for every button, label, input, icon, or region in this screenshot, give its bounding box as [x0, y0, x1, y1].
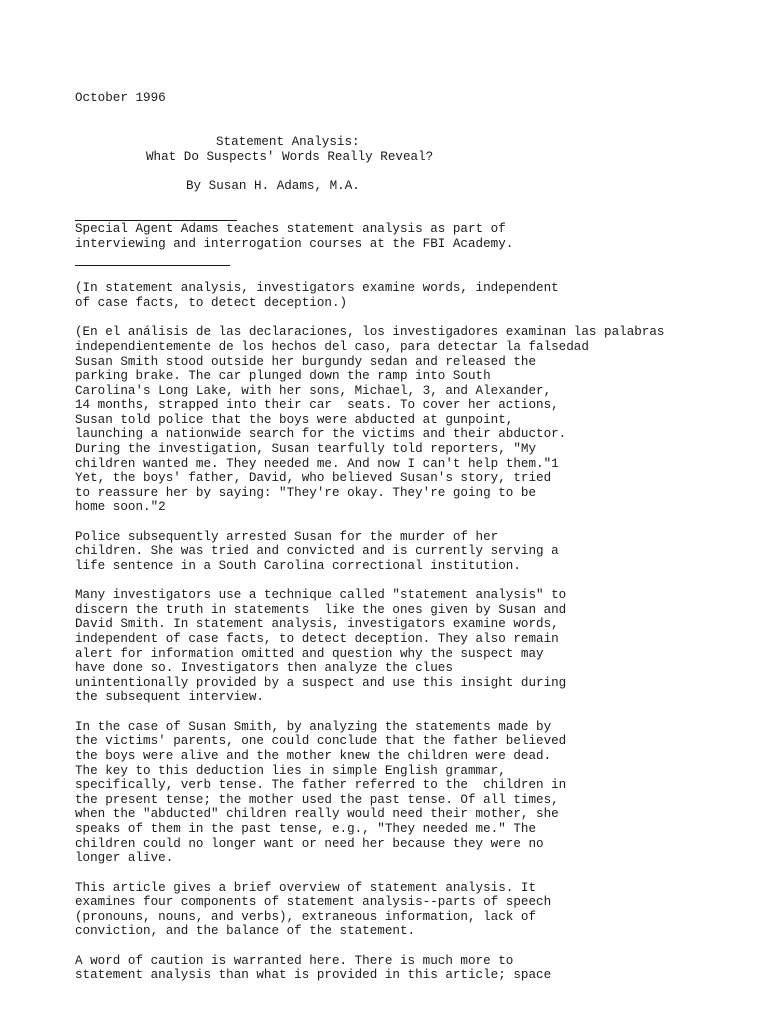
case-line: longer alive.: [75, 851, 174, 865]
case-line: when the "abducted" children really would need their mother, she: [75, 807, 559, 821]
caution-line: A word of caution is warranted here. There is much more to: [75, 954, 514, 968]
case-line: In the case of Susan Smith, by analyzing the statements made by: [75, 720, 552, 734]
case-line: speaks of them in the past tense, e.g., "They needed me." The: [75, 822, 537, 836]
many-line: unintentionally provided by a suspect and use this insight during: [75, 676, 567, 690]
many-line: have done so. Investigators then analyze the clues: [75, 661, 453, 675]
body-line: 14 months, strapped into their car seats. To cover her actions,: [75, 398, 559, 412]
case-line: the present tense; the mother used the past tense. Of all times,: [75, 793, 559, 807]
body-line: to reassure her by saying: "They're okay. They're going to be: [75, 486, 537, 500]
case-line: specifically, verb tense. The father referred to the children in: [75, 778, 567, 792]
case-line: the boys were alive and the mother knew the children were dead.: [75, 749, 552, 763]
case-line: the victims' parents, one could conclude that the father believed: [75, 734, 567, 748]
body-line: launching a nationwide search for the victims and their abductor.: [75, 427, 567, 441]
body-line: Yet, the boys' father, David, who believed Susan's story, tried: [75, 471, 552, 485]
police-line: children. She was tried and convicted and is currently serving a: [75, 544, 559, 558]
overview-line: This article gives a brief overview of statement analysis. It: [75, 881, 537, 895]
police-line: life sentence in a South Carolina correctional institution.: [75, 559, 521, 573]
author-note-line: Special Agent Adams teaches statement analysis as part of: [75, 222, 506, 236]
author-note-bottom-rule: [75, 265, 230, 266]
caution-line: statement analysis than what is provided in this article; space: [75, 968, 552, 982]
case-line: The key to this deduction lies in simple English grammar,: [75, 764, 506, 778]
title-line-2: What Do Suspects' Words Really Reveal?: [146, 150, 434, 164]
police-line: Police subsequently arrested Susan for the murder of her: [75, 530, 499, 544]
body-line: (En el análisis de las declaraciones, los investigadores examinan las palabras: [75, 325, 665, 339]
byline: By Susan H. Adams, M.A.: [186, 179, 360, 193]
many-line: Many investigators use a technique called "statement analysis" to: [75, 588, 567, 602]
overview-line: conviction, and the balance of the statement.: [75, 924, 416, 938]
many-line: discern the truth in statements like the ones given by Susan and: [75, 603, 567, 617]
title-line-1: Statement Analysis:: [216, 135, 360, 149]
body-line: Carolina's Long Lake, with her sons, Michael, 3, and Alexander,: [75, 384, 552, 398]
body-line: Susan told police that the boys were abducted at gunpoint,: [75, 413, 514, 427]
summary-line: of case facts, to detect deception.): [75, 296, 348, 310]
body-line: home soon."2: [75, 500, 166, 514]
author-note-top-rule: [75, 220, 237, 221]
author-note-line: interviewing and interrogation courses at the FBI Academy.: [75, 237, 514, 251]
many-line: the subsequent interview.: [75, 690, 264, 704]
body-line: During the investigation, Susan tearfully told reporters, "My: [75, 442, 537, 456]
body-line: children wanted me. They needed me. And now I can't help them."1: [75, 457, 559, 471]
summary-line: (In statement analysis, investigators examine words, independent: [75, 281, 559, 295]
many-line: alert for information omitted and question why the suspect may: [75, 647, 544, 661]
document-date: October 1996: [75, 91, 166, 105]
overview-line: (pronouns, nouns, and verbs), extraneous information, lack of: [75, 910, 537, 924]
many-line: independent of case facts, to detect deception. They also remain: [75, 632, 559, 646]
overview-line: examines four components of statement analysis--parts of speech: [75, 895, 552, 909]
case-line: children could no longer want or need her because they were no: [75, 837, 544, 851]
body-line: Susan Smith stood outside her burgundy sedan and released the: [75, 355, 537, 369]
many-line: David Smith. In statement analysis, investigators examine words,: [75, 617, 559, 631]
body-line: independientemente de los hechos del caso, para detectar la falsedad: [75, 340, 589, 354]
body-line: parking brake. The car plunged down the ramp into South: [75, 369, 491, 383]
